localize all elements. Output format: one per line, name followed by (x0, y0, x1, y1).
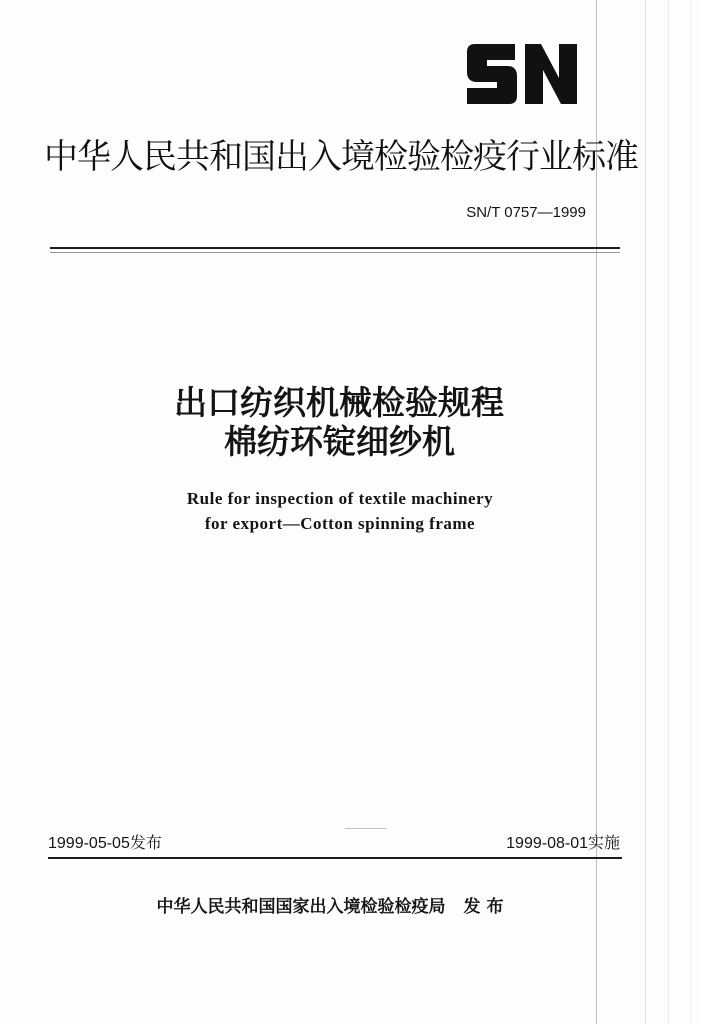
issuer-name: 中华人民共和国国家出入境检验检疫局 (156, 897, 446, 917)
scan-mark (345, 828, 387, 829)
sn-logo-n-shape (525, 44, 577, 104)
issuer-line (100, 893, 560, 921)
implementation-date: 1999-08-01实施 (506, 835, 620, 852)
title-chinese-line-1: 出口纺织机械检验规程 (174, 383, 504, 422)
organization-title: 中华人民共和国出入境检验检疫行业标准 (44, 137, 638, 177)
header-divider-thin (50, 252, 620, 253)
sn-logo (463, 38, 581, 110)
title-chinese-line-2: 棉纺环锭细纱机 (224, 422, 455, 461)
issue-date: 1999-05-05发布 (48, 835, 162, 852)
header-divider (50, 247, 620, 249)
title-english-line-1: Rule for inspection of textile machinery (186, 489, 494, 508)
scan-edge-line (645, 0, 646, 1024)
title-english-line-2: for export—Cotton spinning frame (204, 514, 476, 533)
sn-logo-s-shape (467, 44, 517, 104)
scan-edge-line (690, 0, 691, 1024)
footer-divider (48, 857, 622, 859)
scan-edge-line (668, 0, 669, 1024)
issuer-action: 发 布 (463, 897, 504, 917)
standard-number: SN/T 0757—1999 (466, 204, 586, 221)
